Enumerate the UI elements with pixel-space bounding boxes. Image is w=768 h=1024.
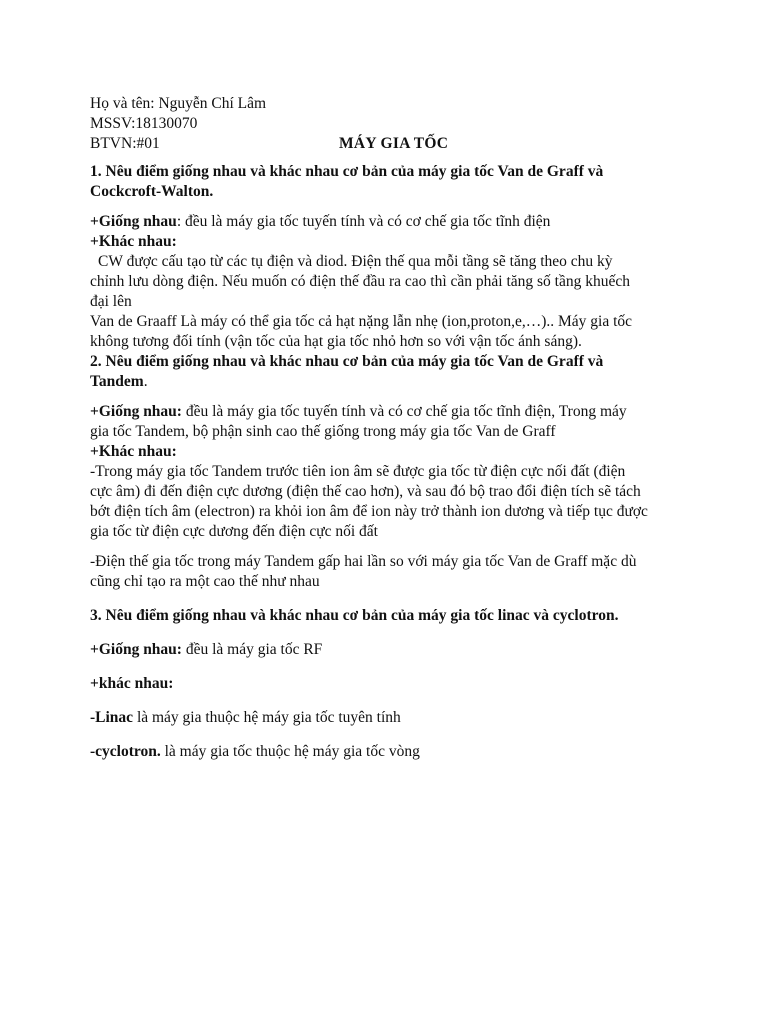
q3-cyclotron [90, 742, 690, 762]
q1-diff-line-5: không tương đối tính (vận tốc của hạt gia tốc nhỏ hơn so với vận tốc ánh sáng). [90, 333, 582, 350]
q2-similarities-label: +Giống nhau: [90, 403, 182, 420]
student-id: MSSV:18130070 [90, 115, 198, 132]
question-2-line-1: 2. Nêu điểm giống nhau và khác nhau cơ bản của máy gia tốc Van de Graff và [90, 353, 604, 370]
q3-similarities [90, 640, 690, 660]
q1-similarities-text: : đều là máy gia tốc tuyến tính và có cơ chế gia tốc tĩnh điện [176, 213, 551, 230]
assignment-number: BTVN:#01 [90, 135, 160, 152]
q3-cyclotron-text: là máy gia tốc thuộc hệ máy gia tốc vòng [160, 743, 420, 760]
q1-diff-line-4: Van de Graaff Là máy có thể gia tốc cả hạt nặng lẫn nhẹ (ion,proton,e,…).. Máy gia tốc [90, 313, 633, 330]
q1-similarities-label: +Giống nhau [90, 213, 177, 230]
q2-diff-a-line-4: gia tốc từ điện cực dương đến điện cực nối đất [90, 523, 378, 540]
question-2-line-2: Tandem. [90, 373, 148, 390]
q3-differences-label: +khác nhau: [90, 675, 174, 692]
q3-similarities-text: đều là máy gia tốc RF [181, 641, 323, 658]
q2-similarities-line-2: gia tốc Tandem, bộ phận sinh cao thế giống trong máy gia tốc Van de Graff [90, 423, 556, 440]
q2-diff-a-line-3: bớt điện tích âm (electron) ra khỏi ion âm để ion này trở thành ion dương và tiếp tục được [90, 503, 648, 520]
q3-linac [90, 708, 690, 728]
q3-similarities-label: +Giống nhau: [90, 641, 182, 658]
header-row [90, 134, 690, 154]
question-3: 3. Nêu điểm giống nhau và khác nhau cơ bản của máy gia tốc linac và cyclotron. [90, 607, 619, 624]
q2-similarities-text: đều là máy gia tốc tuyến tính và có cơ chế gia tốc tĩnh điện, Trong máy [181, 403, 627, 420]
document-content [90, 94, 690, 762]
q1-diff-line-2: chỉnh lưu dòng điện. Nếu muốn có điện thế đầu ra cao thì cần phải tăng số tầng khuếch [90, 273, 630, 290]
q1-differences-label: +Khác nhau: [90, 233, 177, 250]
q3-linac-label: -Linac [90, 709, 134, 726]
question-1-line-1: 1. Nêu điểm giống nhau và khác nhau cơ bản của máy gia tốc Van de Graff và [90, 163, 604, 180]
q2-differences-label: +Khác nhau: [90, 443, 177, 460]
q1-similarities [90, 212, 690, 232]
q3-cyclotron-label: -cyclotron. [90, 743, 161, 760]
q1-diff-line-3: đại lên [90, 293, 132, 310]
q2-similarities [90, 402, 690, 422]
q1-diff-line-1: CW được cấu tạo từ các tụ điện và diod. Điện thế qua mỗi tầng sẽ tăng theo chu kỳ [98, 253, 613, 270]
q3-linac-text: là máy gia thuộc hệ máy gia tốc tuyên tính [133, 709, 401, 726]
q2-diff-a-line-2: cực âm) đi đến điện cực dương (điện thế cao hơn), và sau đó bộ trao đổi điện tích sẽ tách [90, 483, 641, 500]
q2-diff-a-line-1: -Trong máy gia tốc Tandem trước tiên ion âm sẽ được gia tốc từ điện cực nối đất (điện [90, 463, 626, 480]
question-1-line-2: Cockcroft-Walton. [90, 183, 214, 200]
document-title: MÁY GIA TỐC [339, 135, 449, 152]
q2-diff-b-line-1: -Điện thế gia tốc trong máy Tandem gấp hai lần so với máy gia tốc Van de Graff mặc dù [90, 553, 637, 570]
student-name: Họ và tên: Nguyễn Chí Lâm [90, 95, 267, 112]
q2-diff-b-line-2: cũng chỉ tạo ra một cao thế như nhau [90, 573, 320, 590]
